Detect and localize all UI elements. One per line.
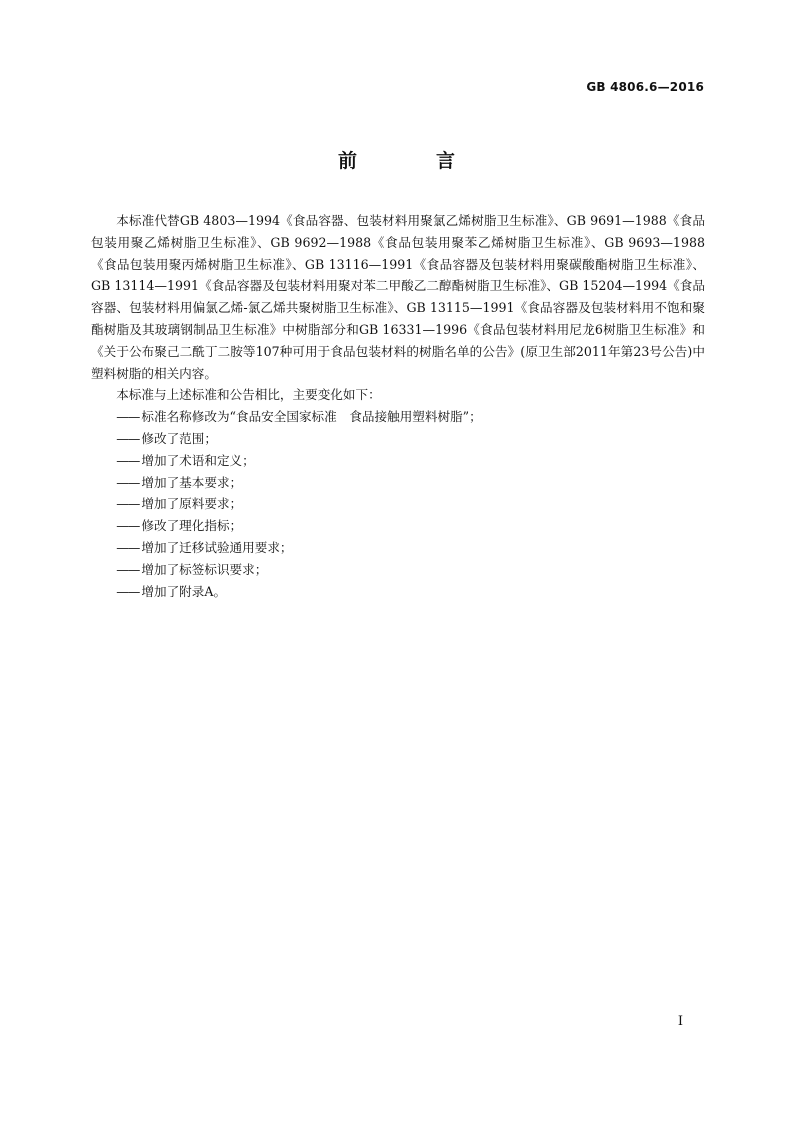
list-dash: —— xyxy=(116,452,140,468)
change-item xyxy=(91,581,705,603)
standard-number-header: GB 4806.6—2016 xyxy=(586,80,704,94)
list-dash: —— xyxy=(116,518,140,534)
change-item xyxy=(91,406,705,428)
change-item xyxy=(91,472,705,494)
list-dash: —— xyxy=(116,583,140,599)
list-dash: —— xyxy=(116,496,140,512)
list-dash: —— xyxy=(116,539,140,555)
change-item xyxy=(91,450,705,472)
list-dash: —— xyxy=(116,474,140,490)
list-dash: —— xyxy=(116,409,140,425)
change-text: 增加了原料要求； xyxy=(141,496,243,512)
document-body xyxy=(91,210,705,602)
change-item xyxy=(91,428,705,450)
change-text: 增加了术语和定义； xyxy=(141,452,255,468)
change-list xyxy=(91,406,705,602)
change-text: 标准名称修改为“食品安全国家标准 食品接触用塑料树脂”； xyxy=(141,409,482,425)
page-number: I xyxy=(677,1014,683,1029)
list-dash: —— xyxy=(116,561,140,577)
change-item xyxy=(91,559,705,581)
change-item xyxy=(91,537,705,559)
changes-intro: 本标准与上述标准和公告相比，主要变化如下： xyxy=(116,387,381,403)
change-text: 增加了基本要求； xyxy=(141,474,243,490)
change-text: 增加了附录A。 xyxy=(141,583,227,599)
intro-paragraph: 本标准代替GB 4803—1994《食品容器、包装材料用聚氯乙烯树脂卫生标准》、GB 9691—1988《食品包装用聚乙烯树脂卫生标准》、GB 9692—1988《食品包装用聚苯乙烯树脂卫生标准》、GB 9693—1988《食品包装用聚丙烯树脂卫生标准》、GB 13116—1991《食品容器及包装材料用聚碳酸酯树脂卫生标准》、GB 13114—1991《食品容器及包装材料用聚对苯二甲酸乙二醇酯树脂卫生标准》、GB 15204—1994《食品容器、包装材料用偏氯乙烯-氯乙烯共聚树脂卫生标准》、GB 13115—1991《食品容器及包装材料用不饱和聚酯树脂及其玻璃钢制品卫生标准》中树脂部分和GB 16331—1996《食品包装材料用尼龙6树脂卫生标准》和《关于公布聚己二酰丁二胺等107种可用于食品包装材料的树脂名单的公告》(原卫生部2011年第23号公告)中塑料树脂的相关内容。 xyxy=(91,213,705,381)
list-dash: —— xyxy=(116,430,140,446)
change-item xyxy=(91,493,705,515)
change-text: 修改了范围； xyxy=(141,430,217,446)
page-title: 前 言 xyxy=(337,150,485,172)
change-text: 修改了理化指标； xyxy=(141,518,243,534)
change-text: 增加了迁移试验通用要求； xyxy=(141,539,293,555)
change-text: 增加了标签标识要求； xyxy=(141,561,268,577)
change-item xyxy=(91,515,705,537)
